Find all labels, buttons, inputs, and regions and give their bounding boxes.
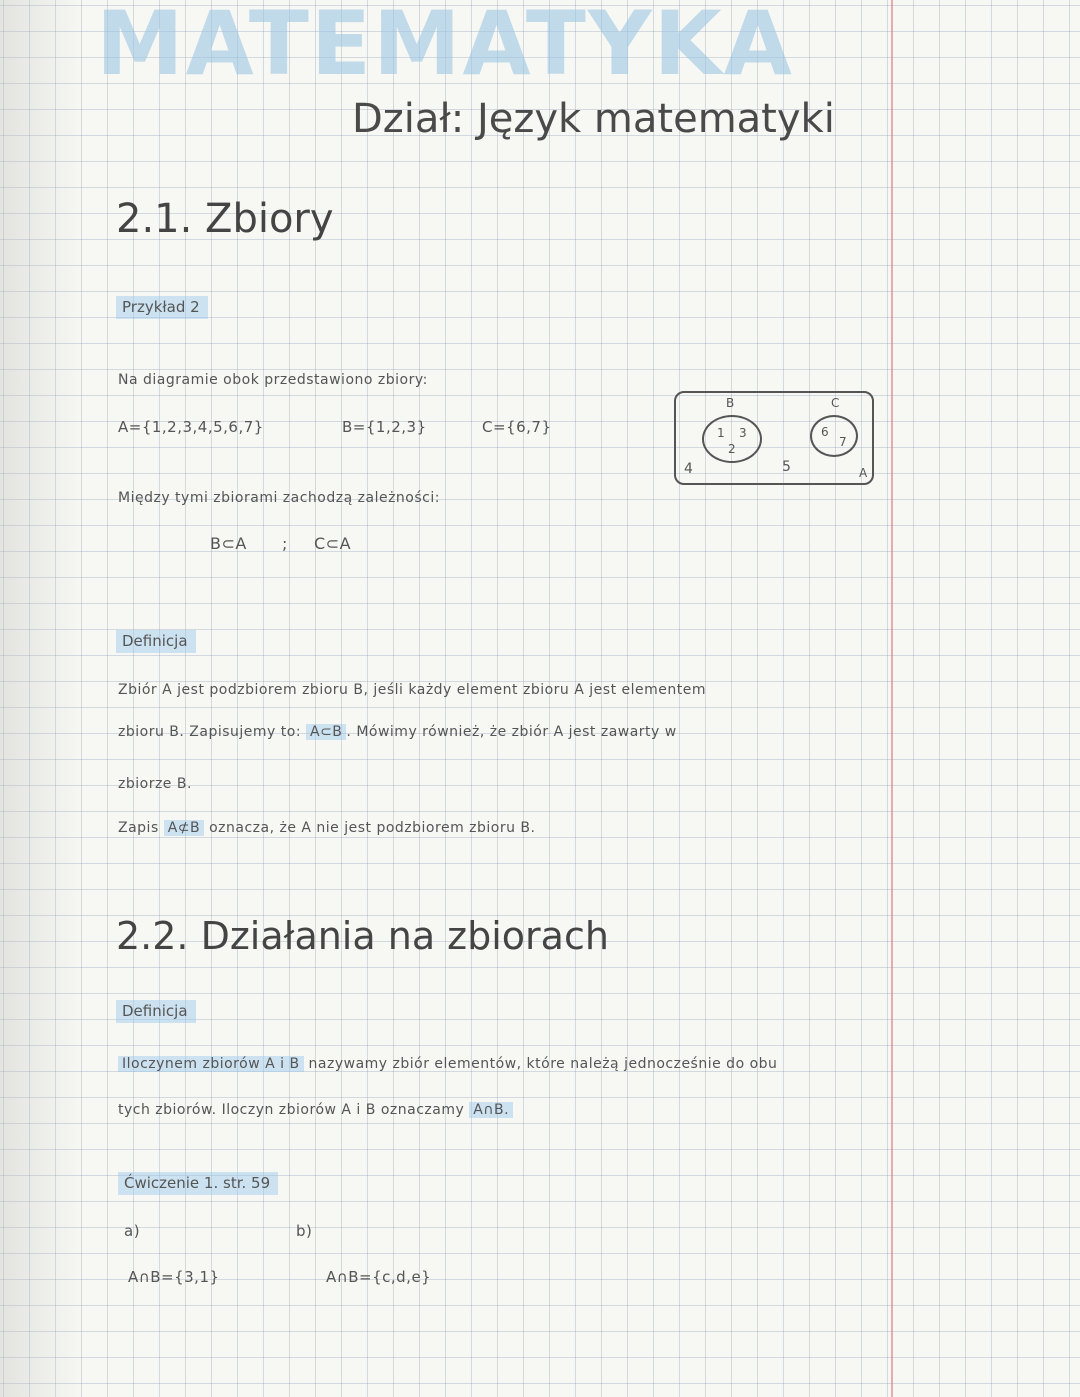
not-subset-highlight: A⊄B bbox=[164, 820, 204, 836]
example-intro: Na diagramie obok przedstawiono zbiory: bbox=[118, 372, 428, 388]
venn-label-a: A bbox=[859, 466, 868, 480]
relation-2: C⊂A bbox=[314, 534, 352, 553]
banner-heading: MATEMATYKA bbox=[96, 4, 794, 84]
notation-end: oznacza, że A nie jest podzbiorem zbioru B. bbox=[209, 820, 536, 836]
venn-label-c: C bbox=[831, 396, 840, 410]
intersection-definition-line-1 bbox=[118, 1056, 777, 1072]
page-title: Dział: Język matematyki bbox=[352, 96, 835, 142]
venn-diagram bbox=[674, 391, 874, 485]
venn-element: 6 bbox=[821, 425, 829, 439]
definition-line-2-end: . Mówimy również, że zbiór A jest zawarty w bbox=[346, 724, 677, 740]
definition-line-2 bbox=[118, 724, 677, 740]
exercise-part-a-answer: A∩B={3,1} bbox=[128, 1268, 220, 1286]
notation-line bbox=[118, 820, 535, 836]
exercise-part-b-answer: A∩B={c,d,e} bbox=[326, 1268, 432, 1286]
venn-element: 1 bbox=[717, 426, 725, 440]
definition-label-2: Definicja bbox=[116, 1000, 196, 1023]
section-title-2-2: 2.2. Działania na zbiorach bbox=[116, 914, 609, 958]
venn-element: 5 bbox=[782, 459, 791, 475]
set-b: B={1,2,3} bbox=[342, 418, 427, 436]
paper-left-edge bbox=[0, 0, 84, 1397]
exercise-part-a-label: a) bbox=[124, 1222, 141, 1240]
venn-circle-c bbox=[810, 415, 858, 457]
definition-line-2-start: zbioru B. Zapisujemy to: bbox=[118, 724, 302, 740]
relation-separator: ; bbox=[282, 534, 288, 553]
relations-intro: Między tymi zbiorami zachodzą zależności: bbox=[118, 490, 440, 506]
definition-line-1: Zbiór A jest podzbiorem zbioru B, jeśli każdy element zbioru A jest elementem bbox=[118, 682, 706, 698]
definition-line-3: zbiorze B. bbox=[118, 776, 192, 792]
section-title-2-1: 2.1. Zbiory bbox=[116, 196, 334, 242]
venn-element: 7 bbox=[839, 435, 847, 449]
exercise-label: Ćwiczenie 1. str. 59 bbox=[118, 1172, 278, 1195]
intersection-symbol-highlight: A∩B. bbox=[469, 1102, 513, 1118]
margin-line bbox=[891, 0, 893, 1397]
example-label: Przykład 2 bbox=[116, 296, 208, 319]
definition-label-1: Definicja bbox=[116, 630, 196, 653]
intersection-definition-line-2-text: tych zbiorów. Iloczyn zbiorów A i B oznaczamy bbox=[118, 1102, 465, 1118]
venn-element: 3 bbox=[739, 426, 747, 440]
subset-notation-highlight: A⊂B bbox=[306, 724, 346, 740]
venn-label-b: B bbox=[726, 396, 735, 410]
exercise-part-b-label: b) bbox=[296, 1222, 313, 1240]
venn-circle-b bbox=[702, 415, 762, 463]
venn-element: 2 bbox=[728, 442, 736, 456]
set-a: A={1,2,3,4,5,6,7} bbox=[118, 418, 264, 436]
set-c: C={6,7} bbox=[482, 418, 552, 436]
relation-1: B⊂A bbox=[210, 534, 247, 553]
intersection-definition-line-2 bbox=[118, 1102, 513, 1118]
intersection-definition-text: nazywamy zbiór elementów, które należą jednocześnie do obu bbox=[308, 1056, 778, 1072]
intersection-term-highlight: Iloczynem zbiorów A i B bbox=[118, 1056, 304, 1072]
notation-start: Zapis bbox=[118, 820, 159, 836]
venn-element: 4 bbox=[684, 461, 693, 477]
